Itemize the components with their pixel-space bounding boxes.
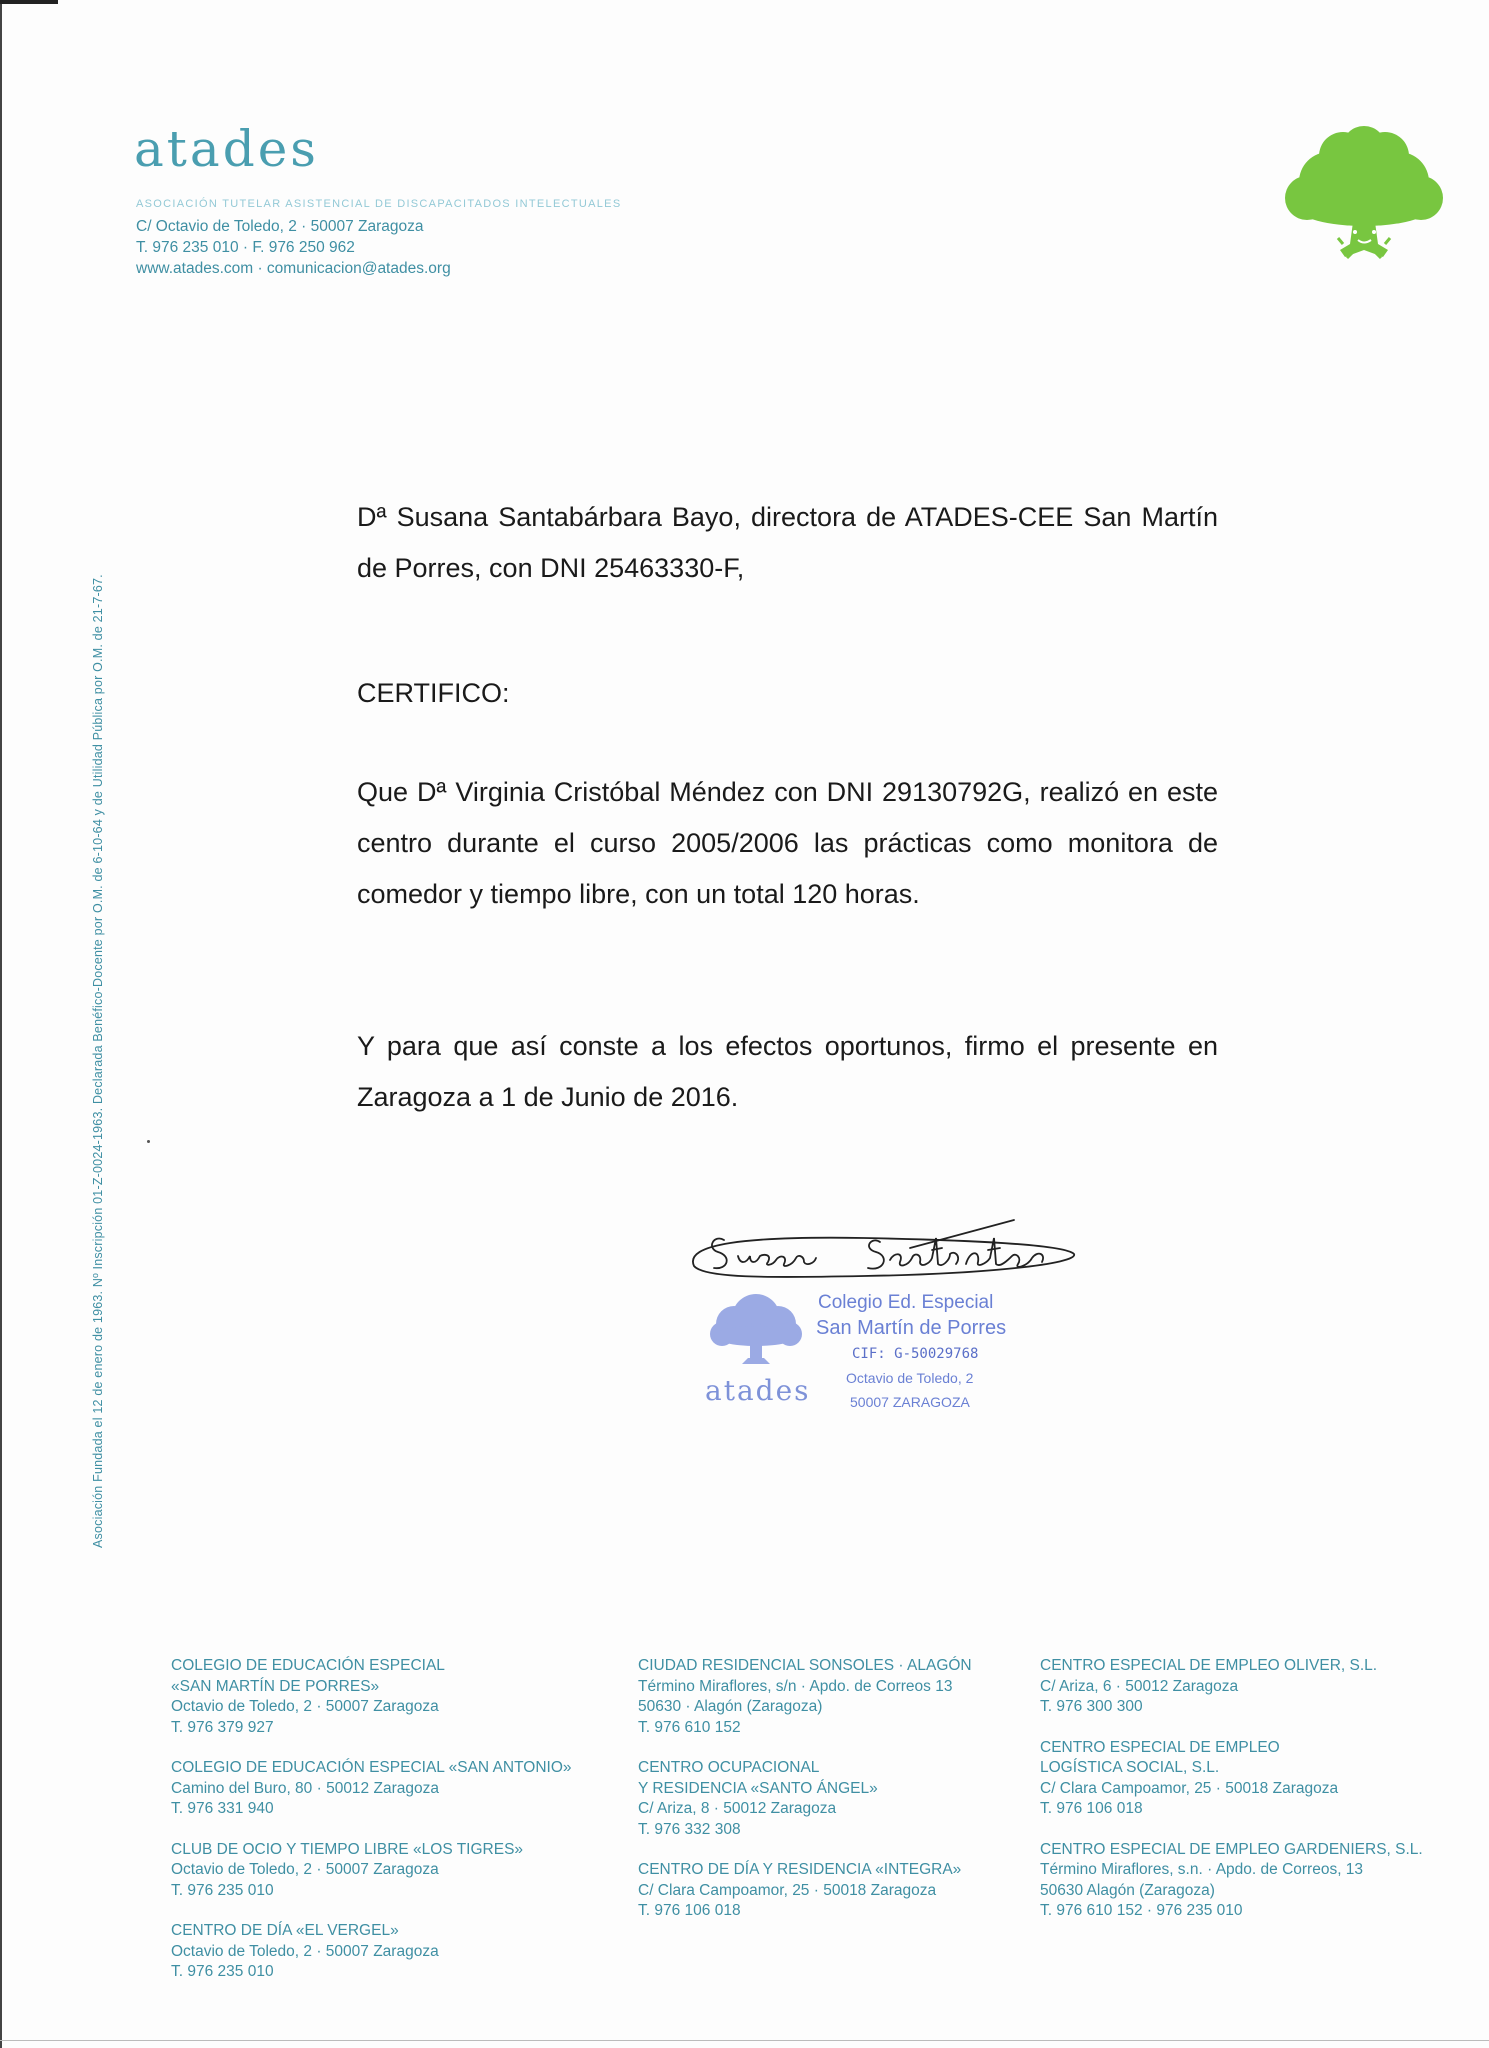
registration-side-note: Asociación Fundada el 12 de enero de 1963. Nº Inscripción 01-Z-0024-1963. Declarada Benéfico-Docente por O.M. de 6-10-64 y de Utilidad Pública por O.M. de 21-7-67. (91, 574, 105, 1548)
footer-center-block (1040, 1656, 1423, 1718)
footer-line: CIUDAD RESIDENCIAL SONSOLES · ALAGÓN (638, 1657, 972, 1674)
footer-line: T. 976 610 152 · 976 235 010 (1040, 1902, 1243, 1919)
official-stamp (700, 1284, 1030, 1424)
letter-intro: Dª Susana Santabárbara Bayo, directora de ATADES-CEE San Martín de Porres, con DNI 25463330-F, (357, 502, 1218, 583)
footer-line: C/ Clara Campoamor, 25 · 50018 Zaragoza (1040, 1779, 1339, 1797)
footer-line: 50630 Alagón (Zaragoza) (1040, 1881, 1215, 1899)
letter-body: Que Dª Virginia Cristóbal Méndez con DNI 29130792G, realizó en este centro durante el curso 2005/2006 las prácticas como monitora de comedor y tiempo libre, con un total 120 horas. (357, 777, 1218, 909)
stamp-line-2: San Martín de Porres (816, 1317, 1007, 1339)
footer-line: CLUB DE OCIO Y TIEMPO LIBRE «LOS TIGRES» (171, 1840, 524, 1858)
footer-line: T. 976 379 927 (171, 1718, 274, 1736)
footer-line: T. 976 235 010 (171, 1881, 274, 1899)
footer-line: T. 976 300 300 (1040, 1698, 1143, 1715)
footer-line: «SAN MARTÍN DE PORRES» (171, 1677, 380, 1695)
tree-logo-icon (1283, 126, 1445, 268)
footer-column-1 (171, 1656, 572, 2003)
footer-center-block (171, 1921, 572, 1983)
footer-column-3 (1040, 1656, 1423, 1942)
footer-line: T. 976 106 018 (1040, 1800, 1143, 1817)
footer-center-block (638, 1860, 972, 1922)
footer-line: Octavio de Toledo, 2 · 50007 Zaragoza (171, 1861, 439, 1878)
letterhead-web: www.atades.com · comunicacion@atades.org (136, 260, 451, 277)
stamp-tree-icon (708, 1290, 804, 1370)
letterhead-tagline: ASOCIACIÓN TUTELAR ASISTENCIAL DE DISCAPACITADOS INTELECTUALES (136, 198, 622, 210)
footer-line: Octavio de Toledo, 2 · 50007 Zaragoza (171, 1942, 439, 1960)
footer-line: LOGÍSTICA SOCIAL, S.L. (1040, 1759, 1220, 1776)
letter-closing: Y para que así conste a los efectos oportunos, firmo el presente en Zaragoza a 1 de Junio de 2016. (357, 1031, 1218, 1112)
stamp-line-4: Octavio de Toledo, 2 (846, 1370, 974, 1386)
footer-center-block (1040, 1840, 1423, 1922)
footer-line: C/ Ariza, 6 · 50012 Zaragoza (1040, 1677, 1239, 1695)
letter-heading: CERTIFICO: (357, 678, 510, 708)
scan-edge-corner (0, 0, 58, 4)
footer-line: CENTRO ESPECIAL DE EMPLEO (1040, 1738, 1280, 1756)
footer-line: T. 976 106 018 (638, 1902, 741, 1919)
letterhead-info (136, 194, 621, 279)
footer-line: CENTRO ESPECIAL DE EMPLEO OLIVER, S.L. (1040, 1657, 1378, 1674)
scan-edge-bottom (0, 2040, 1489, 2041)
footer-center-block (171, 1758, 572, 1820)
footer-center-block (171, 1840, 572, 1902)
stamp-brand: atades (705, 1374, 811, 1407)
footer-line: 50630 · Alagón (Zaragoza) (638, 1698, 823, 1715)
footer-line: T. 976 331 940 (171, 1800, 274, 1817)
footer-line: Término Miraflores, s.n. · Apdo. de Correos, 13 (1040, 1861, 1364, 1878)
footer-center-block (1040, 1738, 1423, 1820)
footer-line: T. 976 235 010 (171, 1963, 274, 1980)
stamp-line-5: 50007 ZARAGOZA (850, 1394, 970, 1410)
footer-line: COLEGIO DE EDUCACIÓN ESPECIAL «SAN ANTONIO» (171, 1759, 572, 1776)
footer-center-block (171, 1656, 572, 1738)
footer-line: CENTRO ESPECIAL DE EMPLEO GARDENIERS, S.L. (1040, 1840, 1423, 1858)
brand-logo-text: atades (134, 120, 319, 178)
footer-center-block (638, 1656, 972, 1738)
scan-edge-left (0, 0, 2, 2048)
footer-line: CENTRO DE DÍA Y RESIDENCIA «INTEGRA» (638, 1861, 962, 1878)
footer-line: C/ Clara Campoamor, 25 · 50018 Zaragoza (638, 1881, 937, 1899)
footer-line: Y RESIDENCIA «SANTO ÁNGEL» (638, 1779, 878, 1797)
scan-speck (147, 1140, 150, 1143)
signature-scribble (684, 1214, 1084, 1294)
footer-line: CENTRO OCUPACIONAL (638, 1759, 820, 1776)
footer-line: CENTRO DE DÍA «EL VERGEL» (171, 1922, 399, 1939)
stamp-line-3: CIF: G-50029768 (852, 1346, 979, 1362)
footer-line: Término Miraflores, s/n · Apdo. de Correos 13 (638, 1677, 953, 1695)
footer-line: Camino del Buro, 80 · 50012 Zaragoza (171, 1779, 439, 1797)
letterhead-phone: T. 976 235 010 · F. 976 250 962 (136, 239, 355, 256)
footer-line: T. 976 332 308 (638, 1820, 741, 1838)
footer-line: C/ Ariza, 8 · 50012 Zaragoza (638, 1800, 837, 1817)
footer-center-block (638, 1758, 972, 1840)
footer-line: Octavio de Toledo, 2 · 50007 Zaragoza (171, 1698, 439, 1715)
footer-line: COLEGIO DE EDUCACIÓN ESPECIAL (171, 1657, 445, 1674)
stamp-line-1: Colegio Ed. Especial (818, 1292, 994, 1313)
footer-column-2 (638, 1656, 972, 1942)
footer-line: T. 976 610 152 (638, 1718, 741, 1736)
letterhead-address: C/ Octavio de Toledo, 2 · 50007 Zaragoza (136, 218, 424, 235)
